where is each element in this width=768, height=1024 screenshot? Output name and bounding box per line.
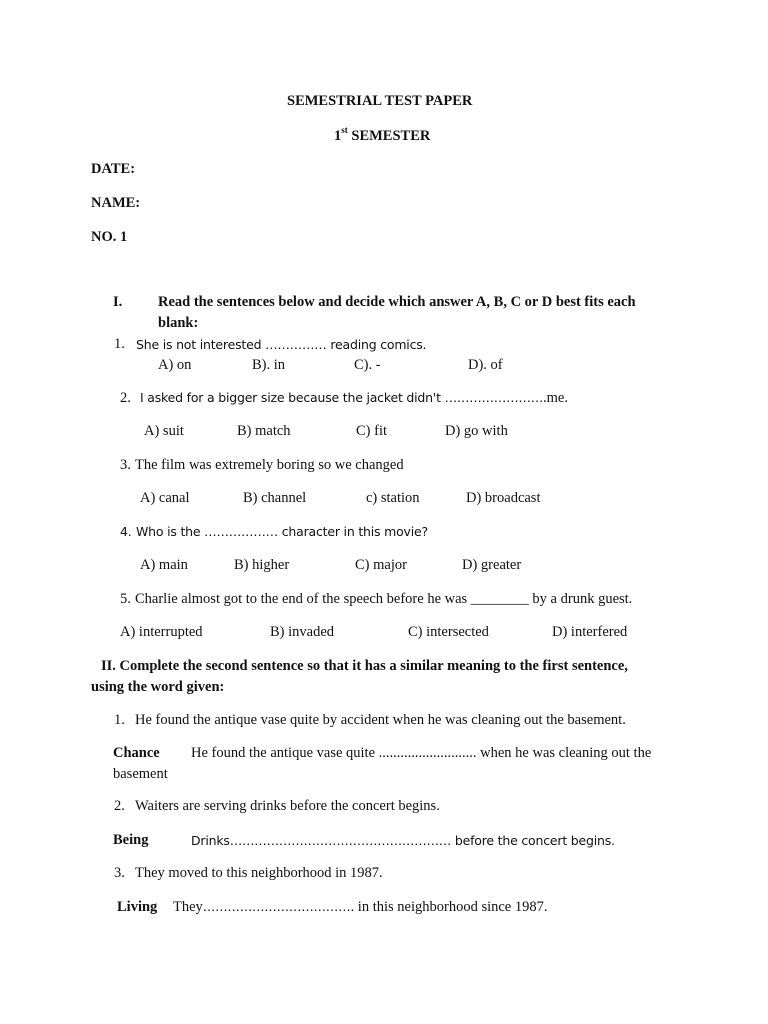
semester-superscript: st [341, 125, 348, 136]
question-1-text: She is not interested …………… reading comics. [136, 337, 427, 352]
section-1-numeral: I. [113, 294, 123, 310]
question-5-option-c: C) intersected [408, 624, 489, 640]
question-4-option-d: D) greater [462, 557, 522, 573]
question-3-option-b: B) channel [243, 490, 307, 506]
semester-text: SEMESTER [347, 128, 431, 144]
number-label: NO. 1 [91, 229, 128, 245]
question-2-text-prefix: I asked for a bigger size because the jacket didn't …………………… [140, 390, 543, 405]
transform-1-answer-line-1: He found the antique vase quite ........................... when he was cleaning out the [191, 745, 652, 761]
question-2-text [140, 389, 568, 407]
transform-3-number: 3. [114, 865, 125, 881]
transform-3-answer-dots: ………………………………. [202, 899, 355, 914]
question-2-option-a: A) suit [144, 423, 184, 439]
question-5-number: 5. [120, 591, 131, 607]
transform-2-number: 2. [114, 798, 125, 814]
transform-1-number: 1. [114, 712, 125, 728]
name-label: NAME: [91, 195, 141, 211]
page-title: SEMESTRIAL TEST PAPER [287, 93, 473, 109]
question-3-text: The film was extremely boring so we changed [135, 457, 404, 473]
question-4-number: 4. [120, 524, 132, 539]
semester-number: 1 [334, 128, 342, 144]
question-2-text-suffix: .me. [543, 390, 568, 406]
transform-2-keyword: Being [113, 832, 149, 848]
question-4-option-a: A) main [140, 557, 188, 573]
transform-2-answer: Drinks……………………………………………… before the concert begins. [191, 833, 615, 848]
question-4-option-b: B) higher [234, 557, 290, 573]
transform-2-sentence: Waiters are serving drinks before the concert begins. [135, 798, 440, 814]
section-1-instruction-line-1: Read the sentences below and decide which answer A, B, C or D best fits each [158, 294, 636, 310]
question-4-option-c: C) major [355, 557, 407, 573]
question-5-option-d: D) interfered [552, 624, 628, 640]
question-4-text: Who is the ……………… character in this movie? [136, 524, 428, 539]
question-3-option-c: c) station [366, 490, 420, 506]
date-label: DATE: [91, 161, 136, 177]
transform-1-keyword: Chance [113, 745, 160, 761]
question-5-text: Charlie almost got to the end of the speech before he was ________ by a drunk guest. [135, 591, 633, 607]
question-1-number: 1. [114, 336, 125, 352]
question-5-option-b: B) invaded [270, 624, 335, 640]
transform-3-answer [173, 898, 548, 916]
transform-1-sentence: He found the antique vase quite by accident when he was cleaning out the basement. [135, 712, 626, 728]
section-2-heading-line-2: using the word given: [91, 679, 225, 695]
question-3-number: 3. [120, 457, 131, 473]
question-2-option-b: B) match [237, 423, 291, 439]
question-2-number: 2. [120, 390, 131, 406]
question-1-option-c: C). - [354, 357, 381, 373]
question-2-option-c: C) fit [356, 423, 388, 439]
transform-3-answer-suffix: in this neighborhood since 1987. [354, 899, 548, 915]
section-1-instruction-line-2: blank: [158, 315, 199, 331]
question-3-option-a: A) canal [140, 490, 190, 506]
question-1-option-d: D). of [468, 357, 503, 373]
question-1-option-b: B). in [252, 357, 286, 373]
question-5-option-a: A) interrupted [120, 624, 203, 640]
question-1-option-a: A) on [158, 357, 192, 373]
section-2-heading-line-1: II. Complete the second sentence so that it has a similar meaning to the first sentence, [101, 658, 628, 674]
question-3-option-d: D) broadcast [466, 490, 541, 506]
transform-3-keyword: Living [117, 899, 158, 915]
transform-3-answer-prefix: They [173, 899, 203, 915]
question-2-option-d: D) go with [445, 423, 508, 439]
semester-heading [334, 127, 430, 145]
transform-1-answer-line-2: basement [113, 766, 168, 782]
transform-3-sentence: They moved to this neighborhood in 1987. [135, 865, 383, 881]
